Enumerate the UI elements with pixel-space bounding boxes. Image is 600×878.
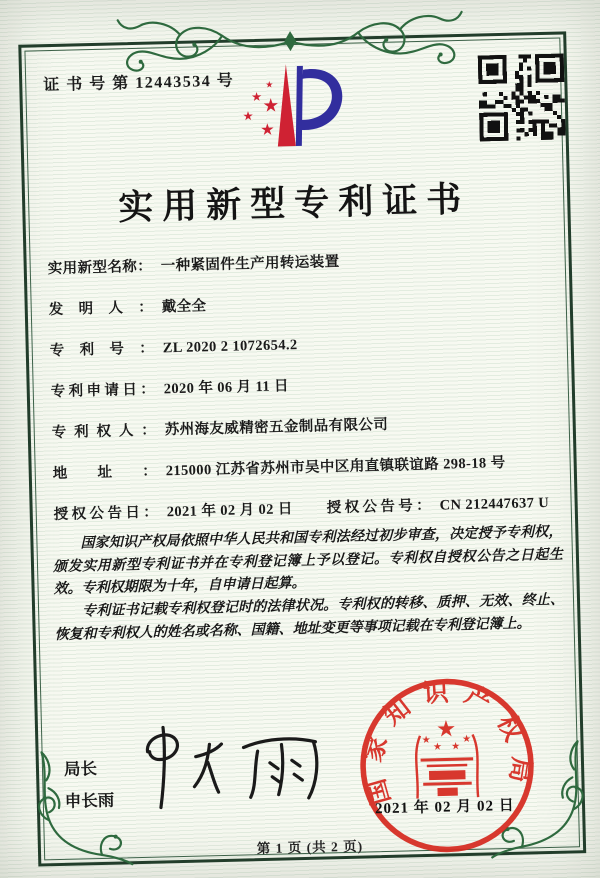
field-value: 2021 年 02 月 02 日 — [166, 501, 293, 521]
field-row-patent-number — [50, 328, 562, 363]
director-block — [64, 753, 115, 819]
field-label: 专利权人： — [51, 422, 156, 442]
field-row-patentee — [52, 410, 564, 445]
field-label: 授权公告日： — [53, 504, 158, 524]
signature — [123, 719, 340, 816]
field-label: 专利申请日： — [50, 381, 155, 401]
field-row-address — [53, 451, 565, 486]
legal-paragraph: 国家知识产权局依照中华人民共和国专利法经过初步审查，决定授予专利权，颁发实用新型专利证书并在专利登记簿上予以登记。专利权自授权公告之日起生效。专利权期限为十年，自申请日起算。 — [52, 524, 564, 598]
seal-date: 2021 年 02 月 02 日 — [374, 797, 515, 818]
page-footer: 第 1 页 (共 2 页) — [256, 838, 364, 857]
field-row-grant — [54, 492, 566, 527]
field-value: ZL 2020 2 1072654.2 — [162, 337, 298, 357]
field-label: 授权公告号： — [326, 497, 431, 517]
field-row-filing-date — [51, 369, 563, 404]
field-value: 苏州海友威精密五金制品有限公司 — [164, 416, 389, 439]
national-emblem-icon — [415, 719, 478, 798]
field-value: CN 212447637 U — [439, 494, 550, 514]
field-label: 专利号： — [49, 340, 154, 360]
field-value: 215000 江苏省苏州市吴中区甪直镇联谊路 298-18 号 — [165, 454, 506, 480]
certificate-title: 实用新型专利证书 — [117, 179, 471, 228]
field-value: 一种紧固件生产用转运装置 — [160, 253, 340, 275]
field-label: 实用新型名称： — [47, 258, 152, 278]
director-name: 申长雨 — [64, 790, 115, 812]
field-label: 地址： — [52, 463, 157, 483]
seal-org-text: 国家知识产权局 — [358, 677, 536, 808]
certificate-number: 证 书 号 第 12443534 号 — [43, 72, 235, 95]
legal-text — [52, 522, 565, 648]
field-value: 戴全全 — [161, 298, 207, 316]
field-label: 发明人： — [48, 299, 153, 319]
field-list — [48, 246, 567, 545]
qr-code — [478, 53, 566, 141]
grant-number-pair — [326, 492, 549, 519]
director-title: 局长 — [63, 759, 98, 779]
cnipa-logo — [227, 56, 362, 169]
field-row-inventor — [49, 287, 561, 322]
grant-date-pair — [54, 498, 293, 526]
field-value: 2020 年 06 月 11 日 — [163, 378, 290, 398]
legal-paragraph: 专利证书记载专利权登记时的法律状况。专利权的转移、质押、无效、终止、恢复和专利权人的姓名或名称、国籍、地址变更等事项记载在专利登记簿上。 — [54, 592, 565, 643]
